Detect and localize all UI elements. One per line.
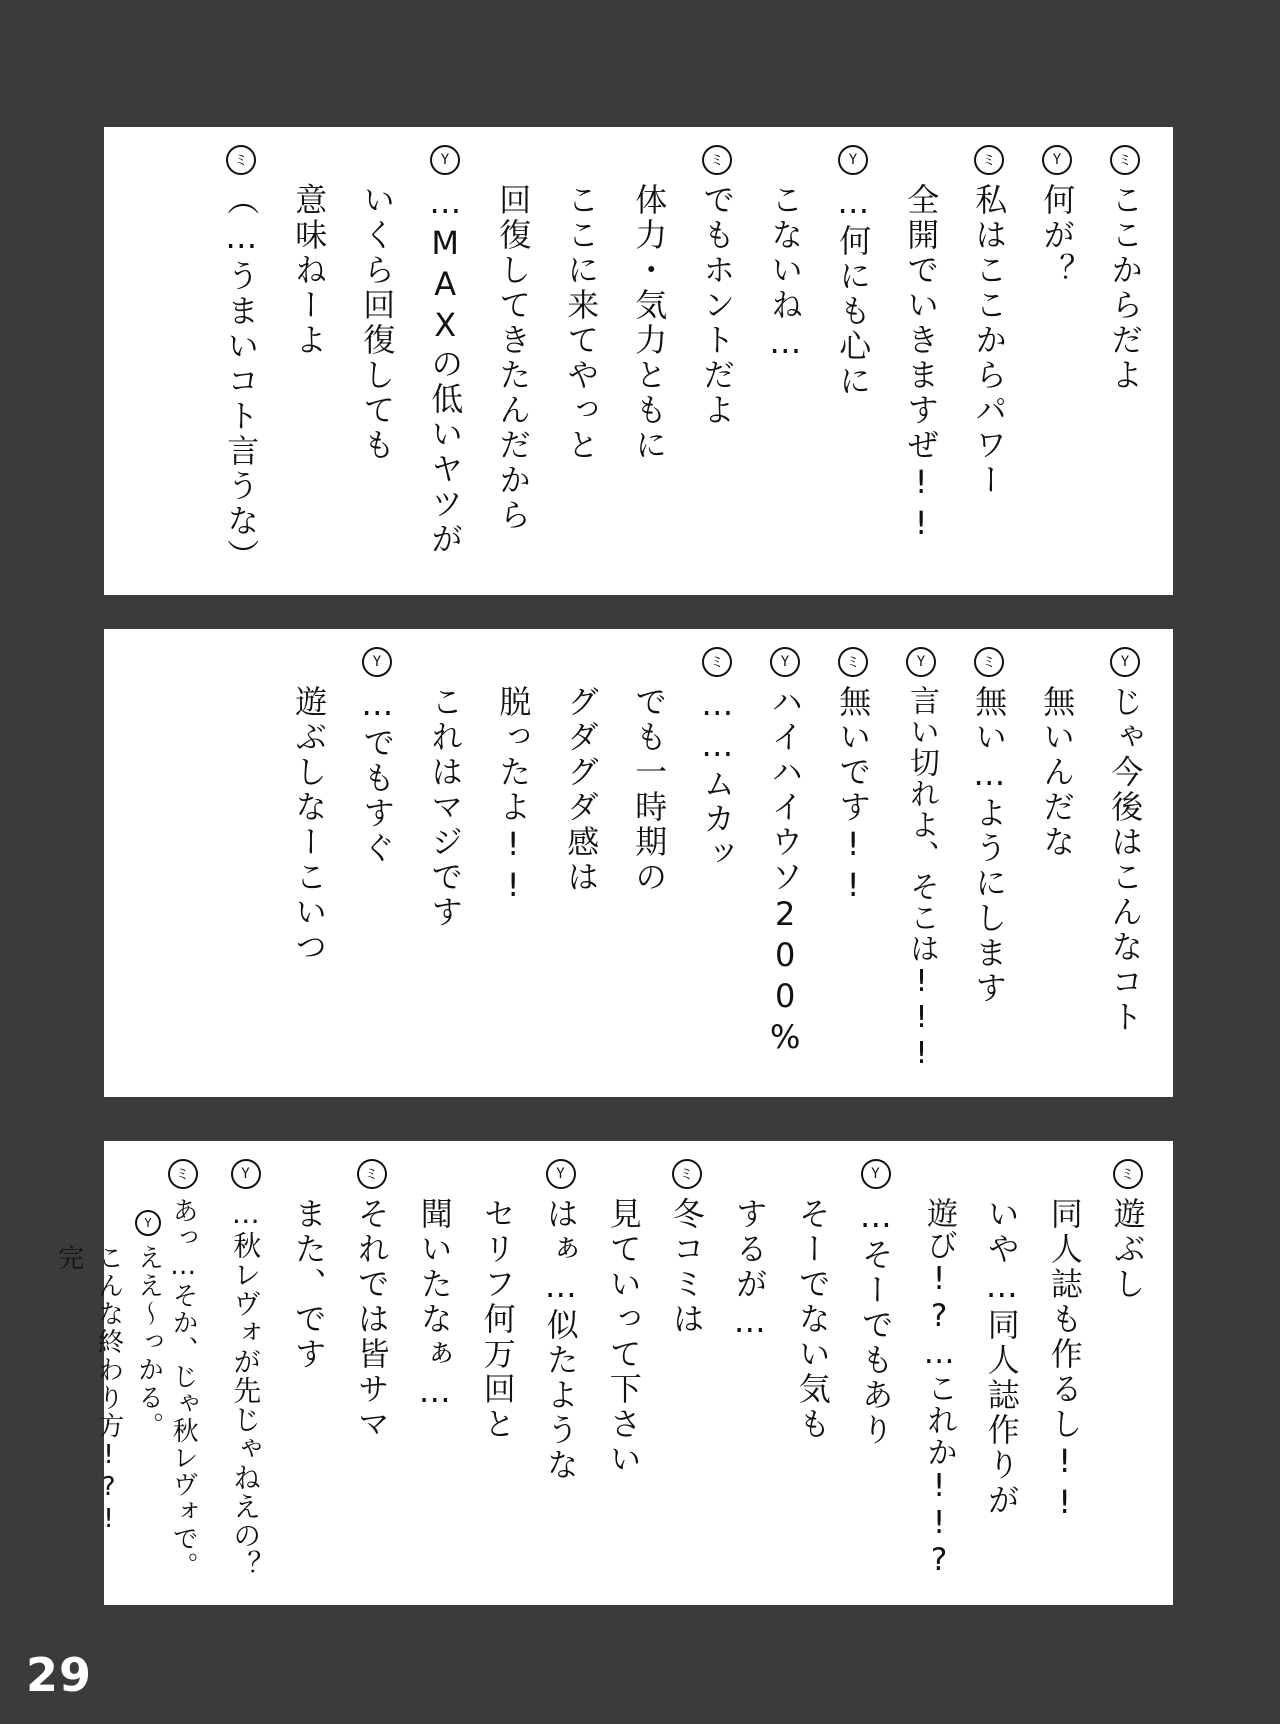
dialogue-column bbox=[343, 145, 411, 581]
speaker-y-icon: Y bbox=[546, 1159, 576, 1189]
speaker-y-icon: Y bbox=[1110, 647, 1140, 677]
dialogue-line: でもホントだよ bbox=[698, 183, 737, 428]
dialogue-line: （…うまいコト言うな） bbox=[222, 183, 261, 574]
dialogue-line: 見ていって下さい bbox=[604, 1197, 643, 1477]
speaker-mi-icon: ミ bbox=[357, 1159, 387, 1189]
dialogue-column bbox=[1023, 145, 1091, 581]
panel-2-columns bbox=[275, 647, 1159, 1083]
dialogue-line: 私はここからパワー bbox=[970, 183, 1009, 498]
speaker-y-icon: Y bbox=[231, 1159, 261, 1189]
dialogue-line: 同人誌も作るし!! bbox=[1045, 1197, 1084, 1524]
dialogue-line: グダグダ感は bbox=[562, 685, 601, 895]
dialogue-line: ハイハイウソ200% bbox=[766, 685, 805, 1059]
dialogue-line: 体力・気力ともに bbox=[630, 183, 669, 463]
dialogue-column bbox=[479, 647, 547, 1083]
speaker-mi-icon: ミ bbox=[702, 647, 732, 677]
dialogue-line: 聞いたなぁ… bbox=[415, 1197, 454, 1413]
dialogue-column bbox=[615, 647, 683, 1083]
dialogue-column bbox=[214, 1159, 277, 1591]
speaker-mi-icon: ミ bbox=[672, 1159, 702, 1189]
dialogue-column bbox=[592, 1159, 655, 1591]
speaker-y-icon: Y bbox=[362, 647, 392, 677]
dialogue-line: 無いんだな bbox=[1038, 685, 1077, 860]
dialogue-line: 意味ねーよ bbox=[290, 183, 329, 358]
dialogue-line: でも一時期の bbox=[630, 685, 669, 895]
dialogue-panel-2 bbox=[104, 629, 1173, 1097]
dialogue-column bbox=[343, 647, 411, 1083]
dialogue-line: 全開でいきますぜ!! bbox=[902, 183, 941, 545]
speaker-y-icon: Y bbox=[861, 1159, 891, 1189]
dialogue-column bbox=[88, 1210, 128, 1590]
dialogue-line: 冬コミは bbox=[667, 1197, 706, 1337]
dialogue-line: 脱ったよ!! bbox=[494, 685, 533, 907]
speaker-y-icon: Y bbox=[906, 647, 936, 677]
dialogue-line: …そーでもあり bbox=[856, 1197, 895, 1448]
dialogue-column bbox=[479, 145, 547, 581]
dialogue-column bbox=[718, 1159, 781, 1591]
dialogue-column bbox=[751, 145, 819, 581]
dialogue-column bbox=[529, 1159, 592, 1591]
speaker-mi-icon: ミ bbox=[838, 647, 868, 677]
dialogue-column bbox=[887, 647, 955, 1083]
dialogue-column bbox=[683, 145, 751, 581]
speaker-mi-icon: ミ bbox=[974, 145, 1004, 175]
dialogue-line: いくら回復しても bbox=[358, 183, 397, 463]
dialogue-column bbox=[466, 1159, 529, 1591]
dialogue-column bbox=[547, 145, 615, 581]
speaker-y-icon: Y bbox=[135, 1210, 161, 1236]
dialogue-column bbox=[887, 145, 955, 581]
dialogue-line: それでは皆サマ bbox=[352, 1197, 391, 1442]
dialogue-column bbox=[751, 647, 819, 1083]
dialogue-column bbox=[819, 647, 887, 1083]
dialogue-line: また、です bbox=[289, 1197, 328, 1372]
dialogue-column bbox=[819, 145, 887, 581]
speaker-y-icon: Y bbox=[838, 145, 868, 175]
speaker-mi-icon: ミ bbox=[1113, 1159, 1143, 1189]
dialogue-column bbox=[907, 1159, 970, 1591]
dialogue-line: セリフ何万回と bbox=[478, 1197, 517, 1442]
dialogue-line: こんな終わり方!?! bbox=[93, 1244, 124, 1536]
dialogue-line: …MAXの低いヤツが bbox=[426, 183, 465, 557]
dialogue-column bbox=[844, 1159, 907, 1591]
dialogue-column bbox=[547, 647, 615, 1083]
side-note bbox=[48, 1210, 168, 1590]
dialogue-panel-3 bbox=[104, 1141, 1173, 1605]
speaker-mi-icon: ミ bbox=[226, 145, 256, 175]
dialogue-line: あっ…そか、じゃ秋レヴォで。 bbox=[168, 1197, 199, 1579]
dialogue-line: 無いです!! bbox=[834, 685, 873, 907]
dialogue-column bbox=[128, 1210, 168, 1590]
dialogue-column bbox=[411, 647, 479, 1083]
dialogue-line: …秋レヴォが先じゃねえの？ bbox=[229, 1197, 263, 1579]
dialogue-column bbox=[615, 145, 683, 581]
speaker-mi-icon: ミ bbox=[974, 647, 1004, 677]
dialogue-column bbox=[781, 1159, 844, 1591]
dialogue-line: …でもすぐ bbox=[358, 685, 397, 866]
dialogue-line: 遊ぶし bbox=[1108, 1197, 1147, 1302]
dialogue-column bbox=[275, 647, 343, 1083]
dialogue-column bbox=[403, 1159, 466, 1591]
dialogue-panel-1 bbox=[104, 127, 1173, 595]
dialogue-column bbox=[340, 1159, 403, 1591]
dialogue-column bbox=[955, 647, 1023, 1083]
dialogue-line: いや…同人誌作りが bbox=[982, 1197, 1021, 1518]
dialogue-column bbox=[1091, 647, 1159, 1083]
dialogue-column bbox=[275, 145, 343, 581]
page-number: 29 bbox=[26, 1648, 93, 1702]
dialogue-column bbox=[655, 1159, 718, 1591]
dialogue-line: …何にも心に bbox=[834, 183, 873, 399]
dialogue-column bbox=[1091, 145, 1159, 581]
dialogue-line: 言い切れよ、そこは!!! bbox=[904, 685, 939, 1072]
dialogue-line: ここに来てやっと bbox=[562, 183, 601, 463]
dialogue-line: これはマジです bbox=[426, 685, 465, 930]
dialogue-line: 回復してきたんだから bbox=[494, 183, 533, 533]
dialogue-line: こないね… bbox=[766, 183, 805, 364]
dialogue-column bbox=[207, 145, 275, 581]
dialogue-line: 無い…ようにします bbox=[970, 685, 1009, 1006]
dialogue-line: ええ〜っかる。 bbox=[133, 1244, 164, 1440]
dialogue-column bbox=[48, 1210, 88, 1590]
dialogue-column bbox=[970, 1159, 1033, 1591]
dialogue-column bbox=[1033, 1159, 1096, 1591]
dialogue-column bbox=[683, 647, 751, 1083]
dialogue-column bbox=[1023, 647, 1091, 1083]
dialogue-line: 遊び!?…これか!!? bbox=[921, 1197, 958, 1579]
speaker-y-icon: Y bbox=[1042, 145, 1072, 175]
dialogue-line: はぁ…似たような bbox=[541, 1197, 580, 1483]
dialogue-line: するが… bbox=[730, 1197, 769, 1343]
speaker-y-icon: Y bbox=[430, 145, 460, 175]
dialogue-column bbox=[411, 145, 479, 581]
panel-3-columns bbox=[151, 1159, 1159, 1591]
speaker-mi-icon: ミ bbox=[702, 145, 732, 175]
dialogue-column bbox=[277, 1159, 340, 1591]
dialogue-line: じゃ今後はこんなコト bbox=[1106, 685, 1145, 1035]
speaker-y-icon: Y bbox=[770, 647, 800, 677]
dialogue-column bbox=[1096, 1159, 1159, 1591]
dialogue-line: 何が？ bbox=[1038, 183, 1077, 288]
dialogue-line: そーでない気も bbox=[793, 1197, 832, 1442]
dialogue-line: ここからだよ bbox=[1106, 183, 1145, 393]
panel-1-columns bbox=[207, 145, 1159, 581]
dialogue-column bbox=[955, 145, 1023, 581]
dialogue-line: 遊ぶしなーこいつ bbox=[290, 685, 329, 965]
speaker-mi-icon: ミ bbox=[168, 1159, 198, 1189]
dialogue-line: 完 bbox=[53, 1244, 84, 1272]
dialogue-line: ……ムカッ bbox=[698, 685, 737, 872]
speaker-mi-icon: ミ bbox=[1110, 145, 1140, 175]
